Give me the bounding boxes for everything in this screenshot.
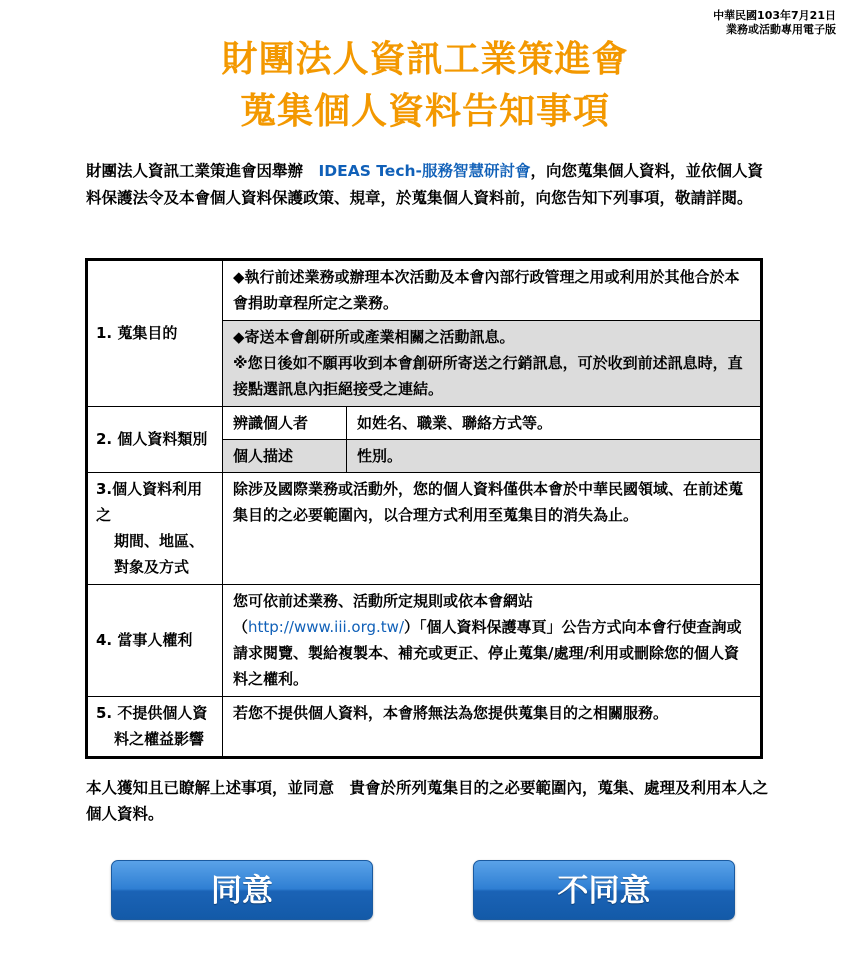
category-label: 2. 個人資料類別 [87, 407, 223, 473]
version-label: 業務或活動專用電子版 [726, 23, 836, 36]
row-purpose [87, 260, 762, 321]
rights-paren-open: （ [233, 618, 249, 636]
category-value1: 如姓名、職業、聯絡方式等。 [347, 407, 761, 440]
rights-text2-wrap [233, 614, 750, 692]
usage-label-line2: 期間、地區、 [114, 532, 205, 550]
page-title-line1: 財團法人資訊工業策進會 [221, 39, 629, 80]
agree-button[interactable]: 同意 [111, 860, 373, 920]
purpose-item2-cell [223, 321, 762, 407]
usage-text: 除涉及國際業務或活動外，您的個人資料僅供本會於中華民國領域、在前述蒐集目的之必要範圍內，以合理方式利用至蒐集目的消失為止。 [223, 473, 762, 585]
rights-cell [223, 585, 762, 697]
intro-before: 財團法人資訊工業策進會因舉辦 [86, 162, 319, 180]
consent-statement: 本人獲知且已瞭解上述事項，並同意 貴會於所列蒐集目的之必要範圍內，蒐集、處理及利用本人之個人資料。 [86, 779, 769, 823]
usage-label-line3: 對象及方式 [114, 558, 190, 576]
category-value2: 性別。 [347, 440, 761, 473]
purpose-item1: ◆執行前述業務或辦理本次活動及本會內部行政管理之用或利用於其他合於本會捐助章程所定之業務。 [223, 260, 762, 321]
row-rights [87, 585, 762, 697]
category-table [223, 407, 760, 472]
notice-table [85, 258, 763, 759]
disagree-button[interactable]: 不同意 [473, 860, 735, 920]
refusal-label-line1: 5. 不提供個人資 [96, 704, 208, 722]
rights-text1: 您可依前述業務、活動所定規則或依本會網站 [233, 592, 534, 610]
intro-paragraph [86, 158, 766, 212]
version-note [713, 9, 836, 37]
event-name: IDEAS Tech-服務智慧研討會 [318, 162, 531, 180]
row-refusal [87, 697, 762, 758]
version-date: 中華民國103年7月21日 [713, 9, 836, 22]
category-cell [223, 407, 762, 473]
page-title-line2: 蒐集個人資料告知事項 [239, 91, 610, 132]
usage-label-line1: 3.個人資料利用之 [96, 480, 203, 524]
row-usage [87, 473, 762, 585]
refusal-text: 若您不提供個人資料，本會將無法為您提供蒐集目的之相關服務。 [223, 697, 762, 758]
usage-label [87, 473, 223, 585]
rights-text2: ）「個人資料保護專頁」公告方式向本會行使查詢或請求閱覽、製給複製本、補充或更正、停止蒐集/處理/利用或刪除您的個人資料之權利。 [233, 618, 742, 688]
purpose-label: 1. 蒐集目的 [87, 260, 223, 407]
purpose-item2-note: ※您日後如不願再收到本會創研所寄送之行銷訊息，可於收到前述訊息時，直接點選訊息內拒絕接受之連結。 [233, 354, 743, 398]
intro-after: ，向您蒐集個人資料，並依個人資料保護法令及本會個人資料保護政策、規章，於蒐集個人資料前，向您告知下列事項，敬請詳閱。 [86, 162, 763, 207]
refusal-label [87, 697, 223, 758]
category-key1: 辨識個人者 [223, 407, 347, 440]
refusal-label-line2: 料之權益影響 [114, 730, 205, 748]
rights-label: 4. 當事人權利 [87, 585, 223, 697]
row-category [87, 407, 762, 473]
website-link[interactable]: http://www.iii.org.tw/ [248, 618, 405, 636]
category-key2: 個人描述 [223, 440, 347, 473]
purpose-item2: ◆寄送本會創研所或產業相關之活動訊息。 [233, 328, 515, 346]
